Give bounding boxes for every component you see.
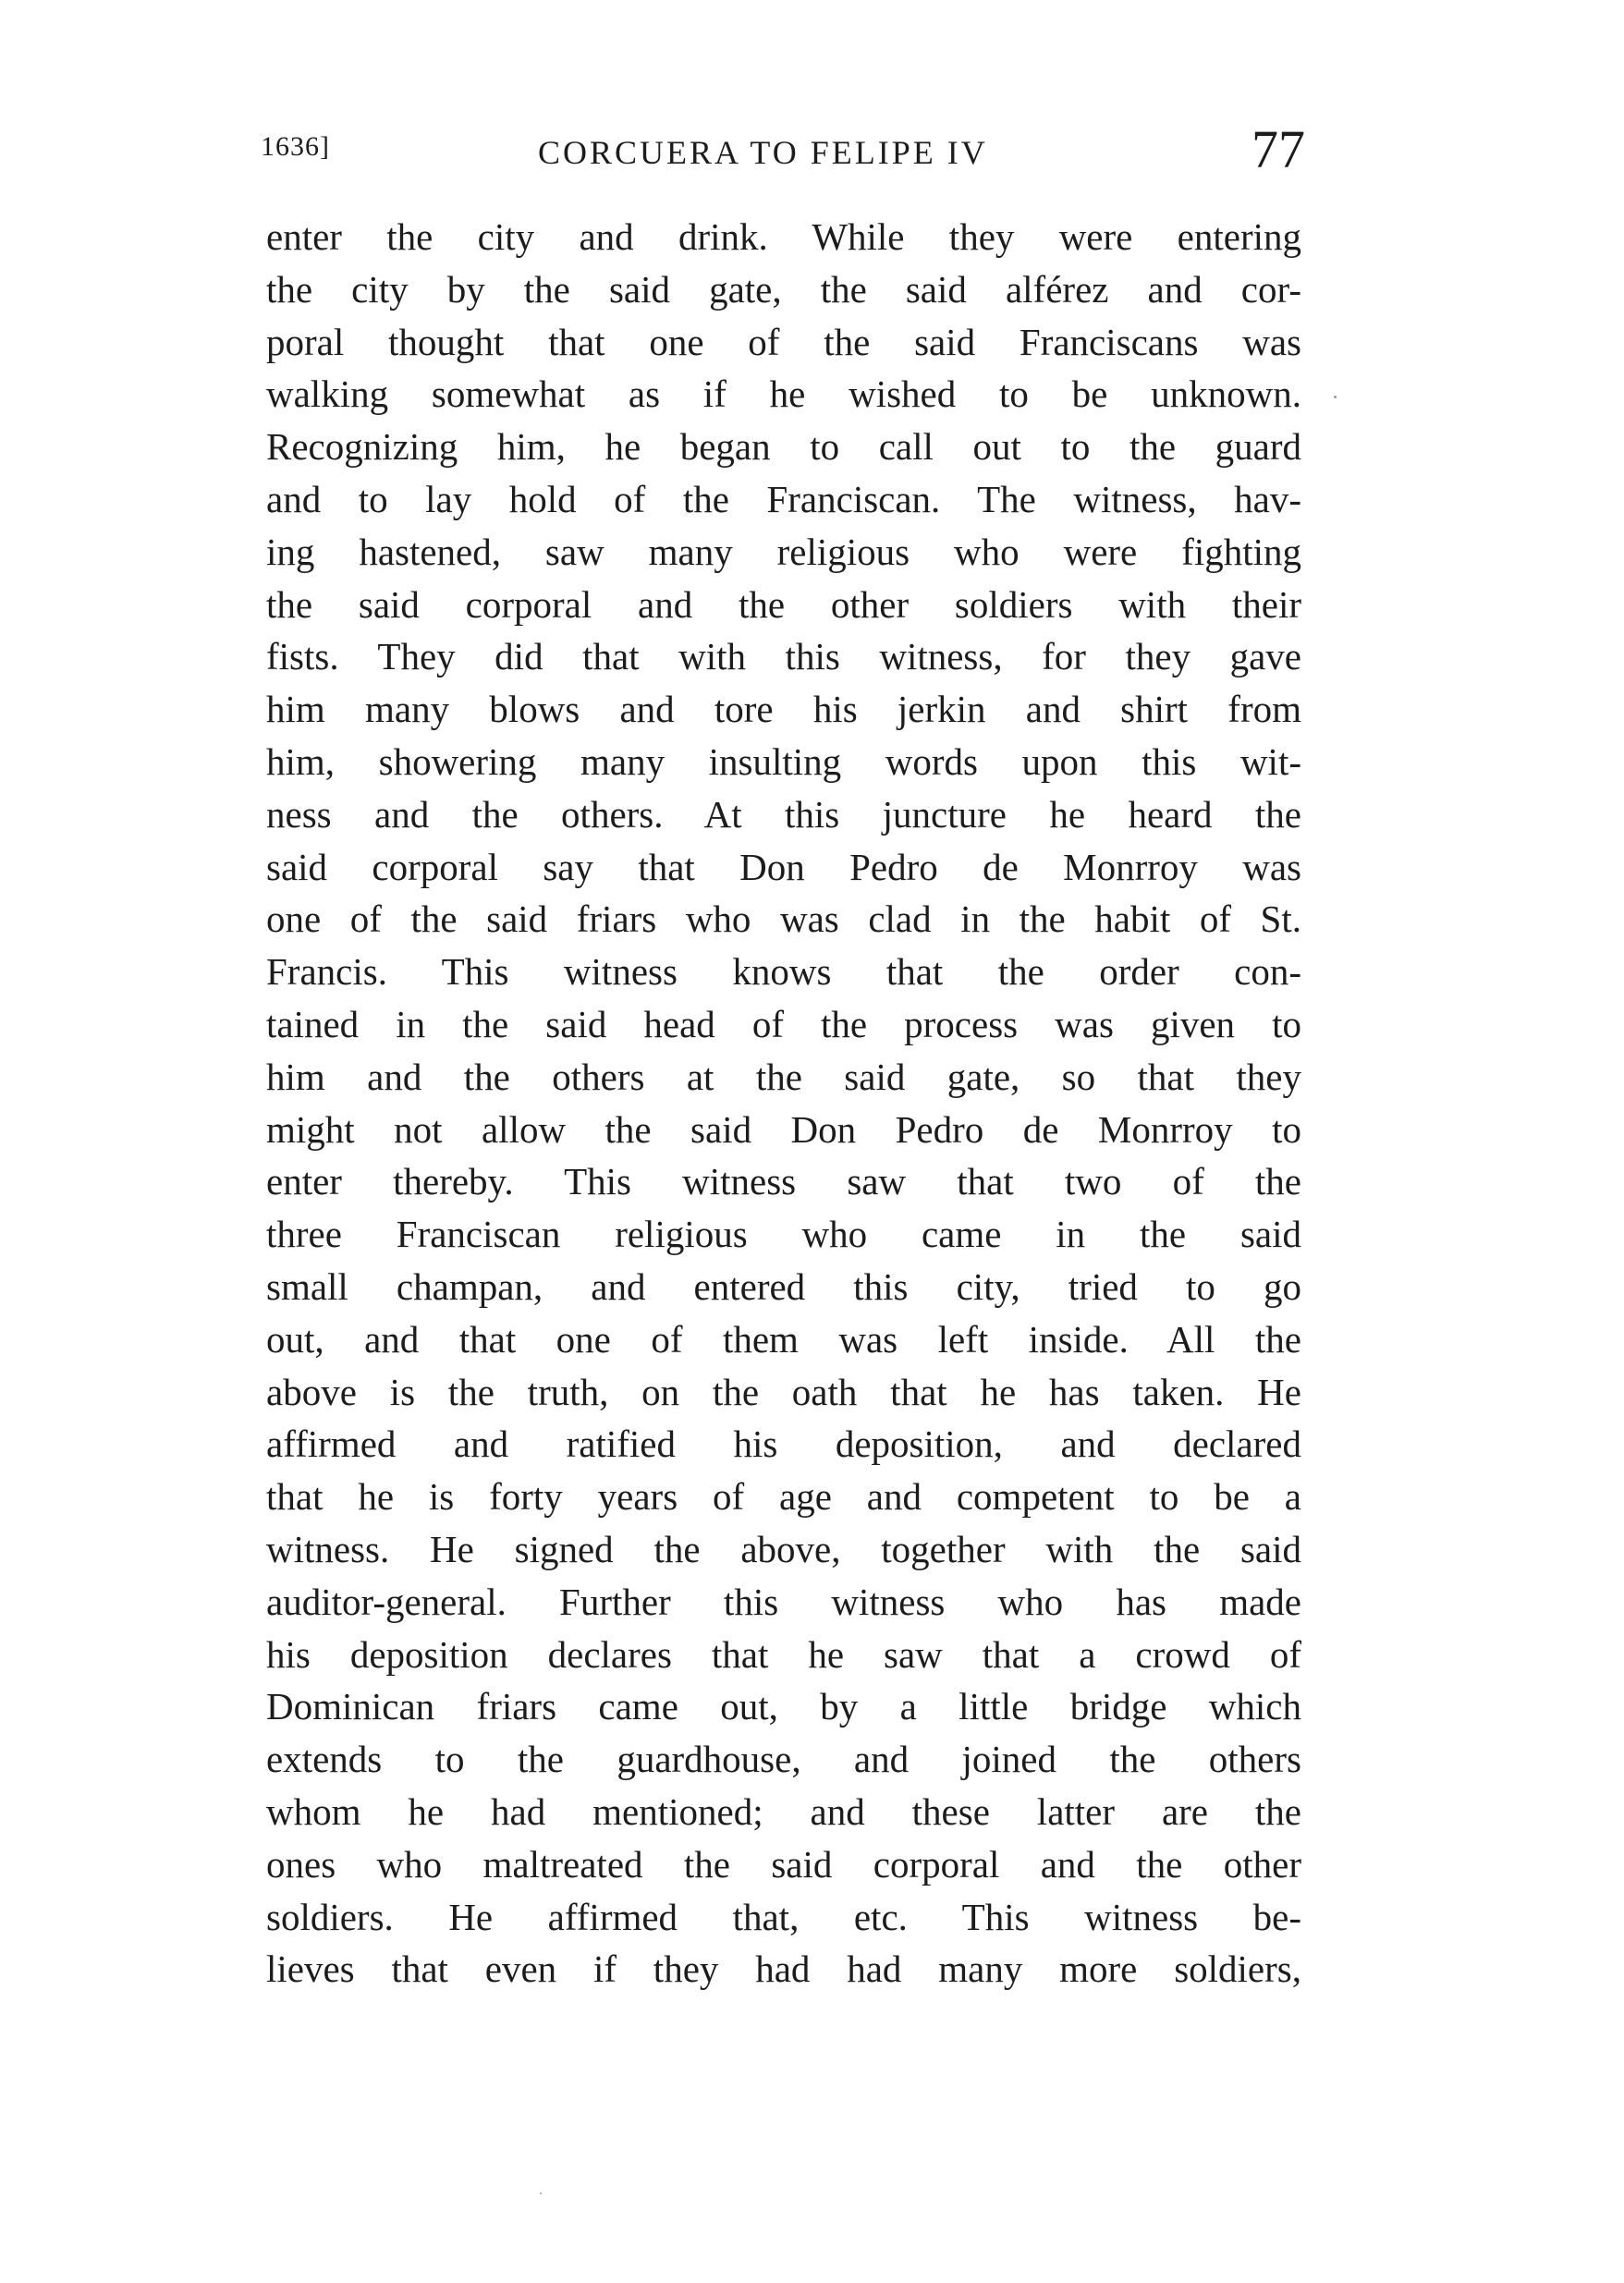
text-line: soldiers. He affirmed that, etc. This witness be-: [266, 1895, 1301, 1938]
page-number: 77: [1252, 119, 1305, 179]
text-line: witness. He signed the above, together with the said: [266, 1527, 1301, 1570]
text-line: tained in the said head of the process was given to: [266, 1002, 1301, 1045]
text-line: one of the said friars who was clad in the habit of St.: [266, 897, 1301, 941]
text-line: auditor-general. Further this witness who has made: [266, 1580, 1301, 1623]
header-title: CORCUERA TO FELIPE IV: [538, 134, 988, 171]
text-line: him many blows and tore his jerkin and shirt from: [266, 688, 1301, 731]
margin-speck: [1334, 396, 1337, 398]
text-line: the city by the said gate, the said alférez and cor-: [266, 267, 1301, 311]
text-line: fists. They did that with this witness, for they gave: [266, 635, 1301, 678]
body-text: [266, 211, 1301, 1996]
text-line: affirmed and ratified his deposition, and declared: [266, 1422, 1301, 1466]
text-line: ones who maltreated the said corporal and the other: [266, 1842, 1301, 1886]
text-line: enter the city and drink. While they were entering: [266, 215, 1301, 258]
text-line: and to lay hold of the Franciscan. The witness, hav-: [266, 477, 1301, 520]
text-line: out, and that one of them was left inside. All the: [266, 1317, 1301, 1361]
text-line: small champan, and entered this city, tried to go: [266, 1264, 1301, 1308]
running-head: [261, 118, 1305, 192]
text-line: him, showering many insulting words upon this wit-: [266, 739, 1301, 783]
text-line: Dominican friars came out, by a little bridge which: [266, 1685, 1301, 1728]
text-line: above is the truth, on the oath that he has taken. He: [266, 1370, 1301, 1413]
text-line: whom he had mentioned; and these latter are the: [266, 1789, 1301, 1833]
text-line: three Franciscan religious who came in the said: [266, 1213, 1301, 1256]
text-line: the said corporal and the other soldiers with their: [266, 582, 1301, 626]
text-line: Recognizing him, he began to call out to the guard: [266, 425, 1301, 469]
text-line: poral thought that one of the said Franciscans was: [266, 320, 1301, 363]
text-line: said corporal say that Don Pedro de Monrroy was: [266, 845, 1301, 888]
text-line: walking somewhat as if he wished to be unknown.: [266, 372, 1301, 416]
text-line: might not allow the said Don Pedro de Monrroy to: [266, 1107, 1301, 1151]
text-line: him and the others at the said gate, so that they: [266, 1055, 1301, 1098]
text-line: lieves that even if they had had many more soldiers,: [266, 1947, 1301, 1991]
header-year: 1636]: [261, 131, 330, 162]
text-line: ing hastened, saw many religious who were fighting: [266, 530, 1301, 573]
text-line: enter thereby. This witness saw that two of the: [266, 1160, 1301, 1203]
text-line: extends to the guardhouse, and joined the others: [266, 1738, 1301, 1781]
text-line: his deposition declares that he saw that a crowd of: [266, 1632, 1301, 1676]
text-line: Francis. This witness knows that the order con-: [266, 950, 1301, 994]
text-line: that he is forty years of age and competent to be a: [266, 1475, 1301, 1519]
page-speck: [540, 2192, 542, 2194]
text-line: ness and the others. At this juncture he heard the: [266, 792, 1301, 836]
